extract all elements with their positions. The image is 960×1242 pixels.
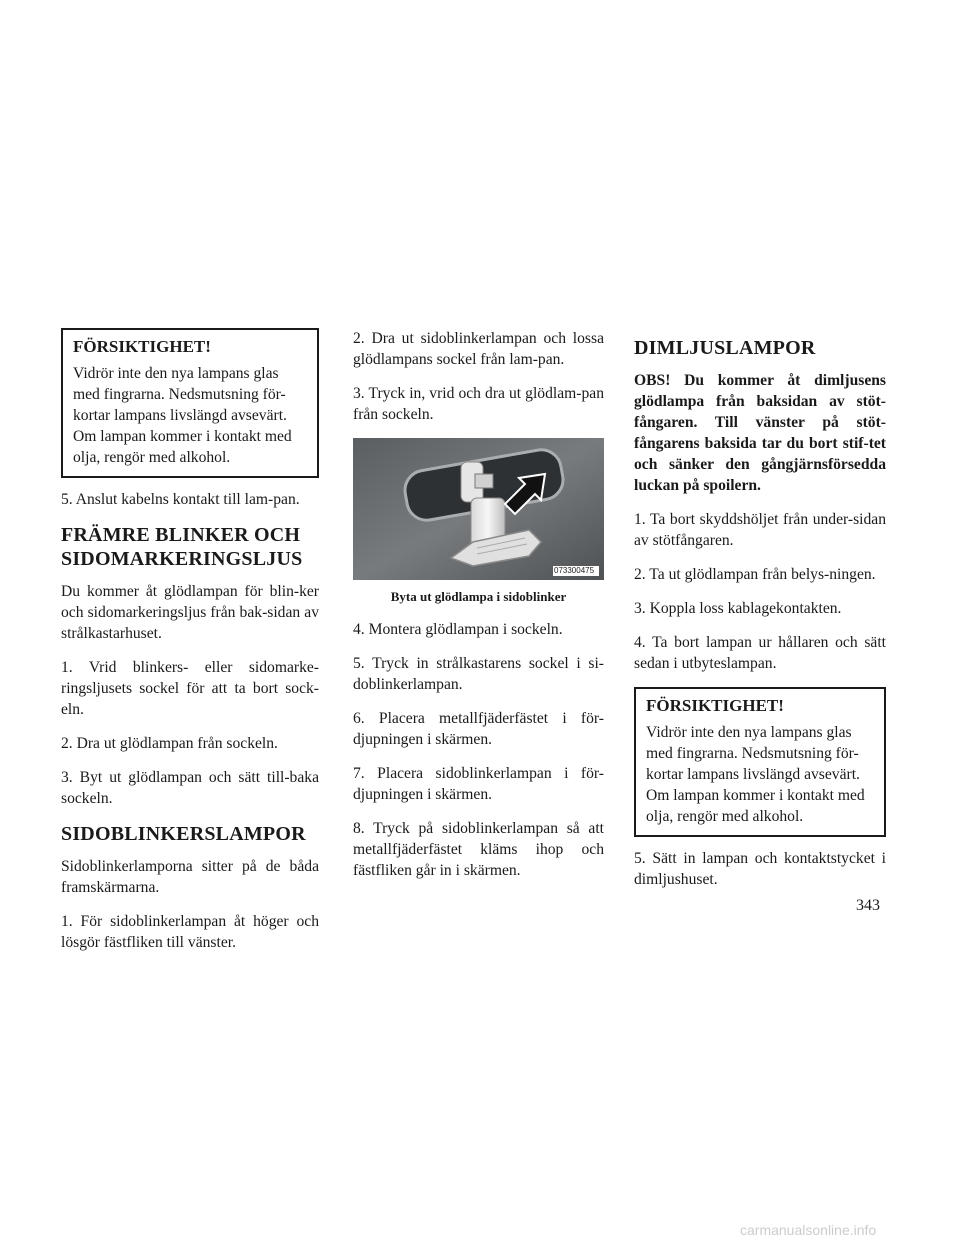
step-5-connect: 5. Anslut kabelns kontakt till lam-pan.	[61, 491, 300, 508]
paragraph-intro-blinker: Du kommer åt glödlampan för blin-ker och sidomarkeringsljus från bak-sidan av strålkastarhuset.	[61, 583, 319, 642]
step-4-mount-bulb: 4. Montera glödlampan i sockeln.	[353, 621, 563, 638]
step-1-remove-cover: 1. Ta bort skyddshöljet från under-sidan av stötfångaren.	[634, 511, 886, 549]
step-8-press-lamp: 8. Tryck på sidoblinkerlampan så att metallfjäderfästet kläms ihop och fästfliken går in i skärmen.	[353, 820, 604, 879]
step-5-press-socket: 5. Tryck in strålkastarens sockel i si-doblinkerlampan.	[353, 655, 604, 693]
caution-title: FÖRSIKTIGHET!	[73, 337, 211, 356]
side-blinker-photo	[353, 438, 604, 580]
step-2-pull-side-lamp: 2. Dra ut sidoblinkerlampan och lossa glödlampans sockel från lam-pan.	[353, 330, 604, 368]
step-1-twist-socket: 1. Vrid blinkers- eller sidomarke-ringsljusets sockel för att ta bort sock-eln.	[61, 659, 319, 718]
heading-front-blinker: FRÄMRE BLINKER OCH SIDOMARKERINGSLJUS	[61, 524, 303, 570]
step-7-place-lamp: 7. Placera sidoblinkerlampan i för-djupningen i skärmen.	[353, 765, 604, 803]
step-2-pull-bulb: 2. Dra ut glödlampan från sockeln.	[61, 735, 278, 752]
column-right	[634, 328, 886, 903]
caution-title-fog: FÖRSIKTIGHET!	[646, 696, 784, 715]
step-3-replace-bulb: 3. Byt ut glödlampan och sätt till-baka sockeln.	[61, 769, 319, 807]
step-3-press-twist: 3. Tryck in, vrid och dra ut glödlam-pan från sockeln.	[353, 385, 604, 423]
caution-box-fog	[634, 687, 886, 837]
heading-side-blinker: SIDOBLINKERSLAMPOR	[61, 823, 306, 845]
side-blinker-figure	[353, 438, 604, 580]
step-4-replace-lamp: 4. Ta bort lampan ur hållaren och sätt sedan i utbyteslampan.	[634, 634, 886, 672]
page-number: 343	[856, 897, 880, 914]
step-1-side-blinker: 1. För sidoblinkerlampan åt höger och lösgör fästfliken till vänster.	[61, 913, 319, 951]
step-6-place-clip: 6. Placera metallfjäderfästet i för-djupningen i skärmen.	[353, 710, 604, 748]
caution-text-fog: Vidrör inte den nya lampans glas med fingrarna. Nedsmutsning för-kortar lampans livslängd avsevärt. Om lampan kommer i kontakt med olja, rengör med alkohol.	[646, 724, 865, 825]
heading-fog-lamps: DIMLJUSLAMPOR	[634, 337, 816, 359]
note-fog-lamps: OBS! Du kommer åt dimljusens glödlampa från baksidan av stöt-fångaren. Till vänster på stöt-fångarens baksida tar du bort stif-tet och sänker den gångjärnsförsedda luckan på spoilern.	[634, 372, 886, 494]
step-3-disconnect: 3. Koppla loss kablagekontakten.	[634, 600, 842, 617]
figure-code: 073300475	[554, 566, 595, 575]
column-left	[61, 328, 319, 966]
step-2-remove-bulb: 2. Ta ut glödlampan från belys-ningen.	[634, 566, 876, 583]
caution-text: Vidrör inte den nya lampans glas med fingrarna. Nedsmutsning för-kortar lampans livslängd avsevärt. Om lampan kommer i kontakt med olja, rengör med alkohol.	[73, 365, 292, 466]
footer-watermark: carmanualsonline.info	[740, 1222, 877, 1238]
paragraph-intro-side: Sidoblinkerlamporna sitter på de båda framskärmarna.	[61, 858, 319, 896]
caution-box	[61, 328, 319, 478]
column-middle	[353, 328, 604, 894]
figure-caption: Byta ut glödlampa i sidoblinker	[390, 589, 567, 604]
step-5-insert-lamp: 5. Sätt in lampan och kontaktstycket i dimljushuset.	[634, 850, 886, 888]
